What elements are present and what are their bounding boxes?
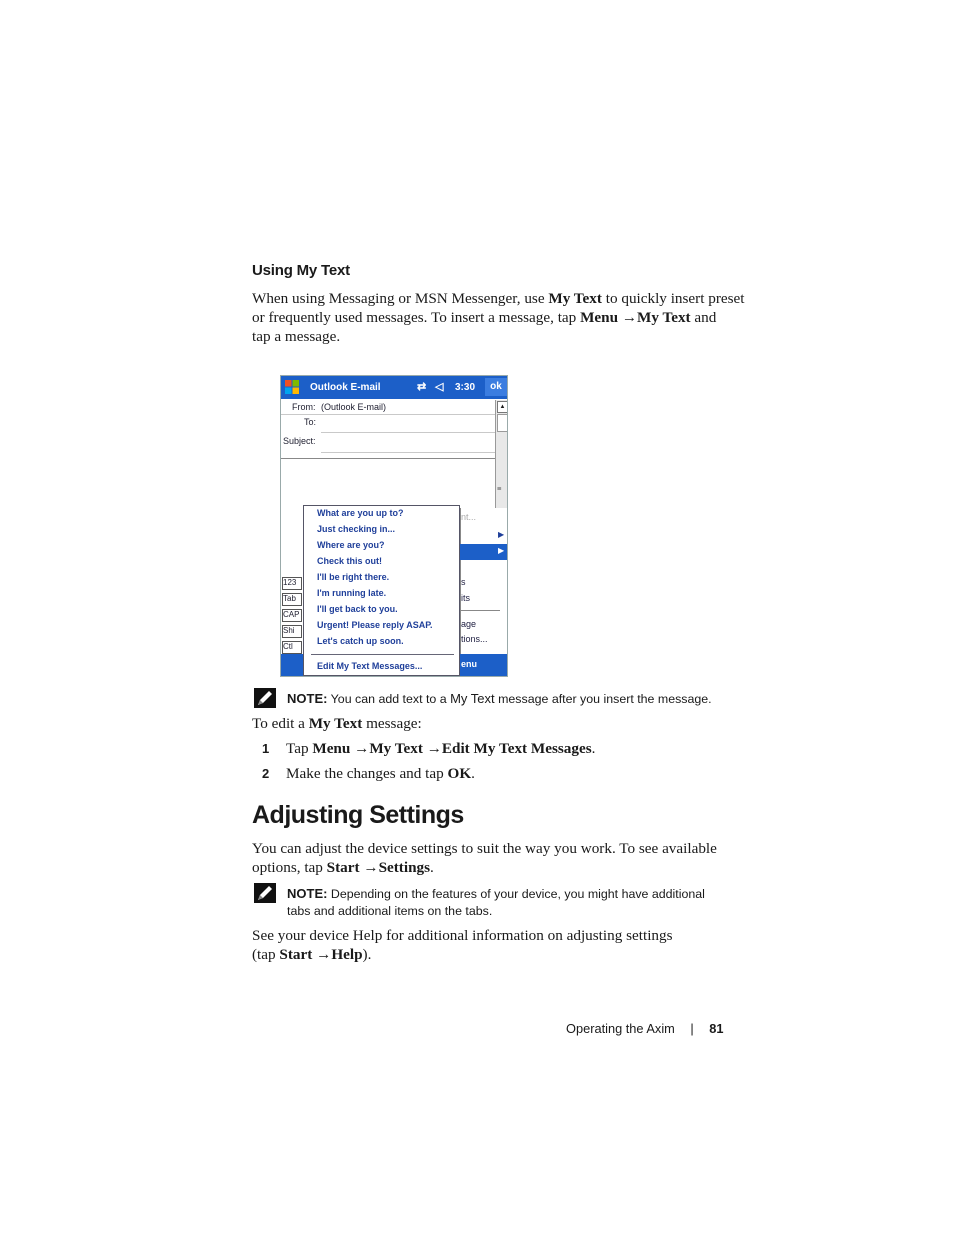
background-menu-item: age: [461, 619, 477, 629]
key-ctl[interactable]: Ctl: [282, 641, 302, 654]
footer-chapter: Operating the Axim: [566, 1021, 675, 1036]
menu-item[interactable]: I'm running late.: [317, 588, 387, 598]
subject-label: Subject:: [283, 436, 316, 446]
edit-intro: To edit a My Text message:: [252, 715, 422, 732]
highlighted-menu-item[interactable]: [460, 544, 508, 560]
footer-separator: |: [690, 1021, 694, 1036]
section-heading: Using My Text: [252, 262, 350, 279]
scroll-up-icon[interactable]: ▲: [497, 401, 508, 413]
key-123[interactable]: 123: [282, 577, 302, 590]
clock: 3:30: [455, 382, 476, 393]
to-label: To:: [304, 417, 317, 427]
note-1: NOTE: You can add text to a My Text message after you insert the message.: [287, 691, 712, 706]
menu-item[interactable]: I'll be right there.: [317, 572, 390, 582]
step-1: Tap Menu →My Text →Edit My Text Messages.: [286, 740, 596, 757]
ok-button[interactable]: ok: [485, 378, 507, 396]
background-menu-item: s: [461, 577, 466, 587]
page-number: 81: [709, 1021, 724, 1036]
device-screenshot: [280, 375, 508, 677]
scroll-grip-icon: ≡: [497, 484, 502, 493]
step-number: 2: [262, 766, 270, 781]
submenu-arrow-icon: ▶: [498, 530, 505, 539]
title-bar: [281, 376, 508, 399]
from-value: (Outlook E-mail): [321, 402, 387, 412]
keyboard-keys: [281, 574, 303, 654]
from-label: From:: [292, 402, 316, 412]
key-shift[interactable]: Shi: [282, 625, 302, 638]
note-pencil-icon: [254, 688, 276, 708]
settings-paragraph: You can adjust the device settings to suit the way you work. To see available options, tap Start →Settings.: [252, 840, 717, 876]
menu-item[interactable]: I'll get back to you.: [317, 604, 398, 614]
help-paragraph: See your device Help for additional information on adjusting settings (tap Start →Help).: [252, 927, 673, 963]
edit-my-text-menu-item[interactable]: Edit My Text Messages...: [317, 661, 423, 671]
menu-item[interactable]: Just checking in...: [317, 524, 396, 534]
background-menu-item: its: [461, 593, 470, 603]
step-2: Make the changes and tap OK.: [286, 765, 475, 782]
scrollbar[interactable]: [495, 400, 508, 512]
page-footer: [566, 1021, 724, 1036]
background-menu-item: nt...: [461, 512, 477, 522]
menu-item[interactable]: Check this out!: [317, 556, 383, 566]
volume-icon: ◁: [435, 381, 444, 393]
my-text-menu: [303, 505, 460, 676]
windows-start-icon: [284, 379, 300, 395]
menu-item[interactable]: Where are you?: [317, 540, 385, 550]
connectivity-icon: ⇄: [417, 381, 427, 393]
app-title: Outlook E-mail: [310, 382, 381, 393]
scroll-thumb[interactable]: [497, 414, 508, 432]
key-tab[interactable]: Tab: [282, 593, 302, 606]
menu-item[interactable]: What are you up to?: [317, 508, 404, 518]
intro-paragraph: When using Messaging or MSN Messenger, use My Text to quickly insert preset or frequently used messages. To insert a message, tap Menu →My Text and tap a message.: [252, 290, 745, 345]
submenu-arrow-icon: ▶: [498, 546, 505, 555]
key-cap[interactable]: CAP: [282, 609, 302, 622]
note-2: NOTE: Depending on the features of your device, you might have additional tabs and additional items on the tabs.: [287, 886, 705, 918]
step-number: 1: [262, 741, 270, 756]
menu-softkey[interactable]: enu: [461, 659, 478, 669]
menu-item[interactable]: Urgent! Please reply ASAP.: [317, 620, 433, 630]
menu-item[interactable]: Let's catch up soon.: [317, 636, 404, 646]
main-heading: Adjusting Settings: [252, 801, 464, 829]
background-menu-item: tions...: [461, 634, 488, 644]
note-pencil-icon: [254, 883, 276, 903]
